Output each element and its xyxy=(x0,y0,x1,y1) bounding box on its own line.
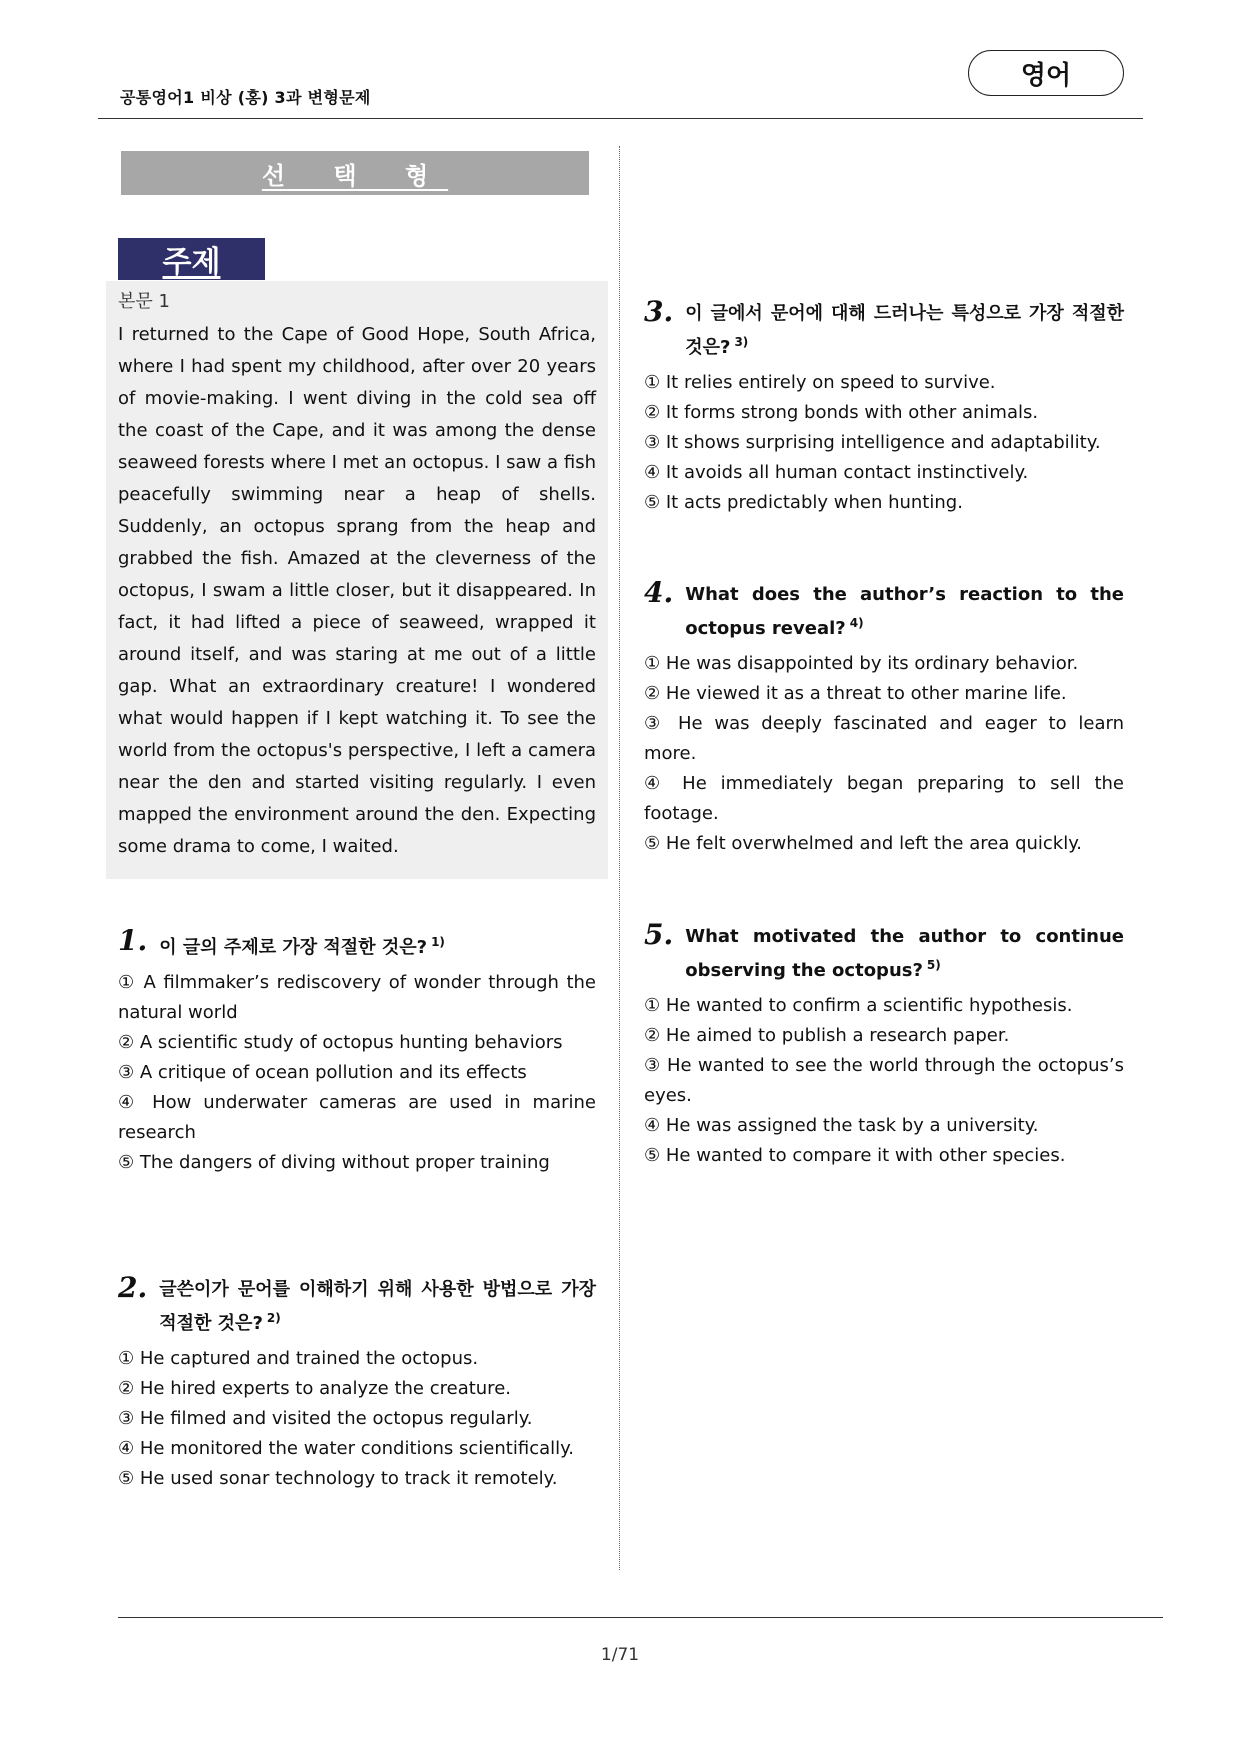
answer-option[interactable]: ① It relies entirely on speed to survive. xyxy=(644,372,996,393)
answer-option[interactable]: ② He aimed to publish a research paper. xyxy=(644,1025,1010,1046)
answer-option[interactable]: ① He was disappointed by its ordinary behavior. xyxy=(644,653,1079,674)
question-number: 5. xyxy=(644,918,674,951)
topic-tag xyxy=(118,238,265,280)
answer-option[interactable]: ① A filmmaker’s rediscovery of wonder through the natural world xyxy=(118,972,596,1023)
question-prompt: 이 글에서 문어에 대해 드러나는 특성으로 가장 적절한 것은? $^{3)}$ xyxy=(685,303,1124,358)
question-1 xyxy=(118,926,596,1178)
section-banner-label: 선 택 형 xyxy=(261,161,449,190)
question-number: 1. xyxy=(118,924,148,957)
question-4 xyxy=(644,578,1124,859)
column-divider xyxy=(619,146,620,1570)
question-3 xyxy=(644,297,1124,518)
answer-option[interactable]: ② He viewed it as a threat to other marine life. xyxy=(644,683,1067,704)
answer-option[interactable]: ⑤ The dangers of diving without proper training xyxy=(118,1152,550,1173)
page-number: 1/71 xyxy=(600,1645,640,1665)
footnote-marker: 3) xyxy=(734,335,749,349)
answer-option[interactable]: ④ He immediately began preparing to sell the footage. xyxy=(644,773,1124,824)
header-divider xyxy=(98,118,1143,119)
question-number: 2. xyxy=(118,1271,148,1304)
question-2 xyxy=(118,1273,596,1494)
answer-option[interactable]: ① He wanted to confirm a scientific hypothesis. xyxy=(644,995,1073,1016)
answer-option[interactable]: ③ He was deeply fascinated and eager to learn more. xyxy=(644,713,1124,764)
question-prompt: What does the author’s reaction to the octopus reveal? $^{4)}$ xyxy=(685,584,1124,639)
footnote-marker: 5) xyxy=(926,958,941,972)
answer-option[interactable]: ② It forms strong bonds with other animals. xyxy=(644,402,1039,423)
answer-option[interactable]: ③ A critique of ocean pollution and its effects xyxy=(118,1062,527,1083)
subject-badge: 영어 xyxy=(968,50,1124,96)
footnote-marker: 1) xyxy=(431,935,445,949)
footer-divider xyxy=(118,1617,1163,1618)
answer-option[interactable]: ③ He filmed and visited the octopus regularly. xyxy=(118,1408,533,1429)
answer-option[interactable]: ② A scientific study of octopus hunting behaviors xyxy=(118,1032,563,1053)
answer-option[interactable]: ③ He wanted to see the world through the octopus’s eyes. xyxy=(644,1055,1124,1106)
question-5 xyxy=(644,920,1124,1171)
section-banner xyxy=(121,151,589,195)
answer-option[interactable]: ⑤ He used sonar technology to track it remotely. xyxy=(118,1468,558,1489)
question-prompt: What motivated the author to continue observing the octopus? $^{5)}$ xyxy=(685,926,1124,981)
document-title: 공통영어1 비상 (홍) 3과 변형문제 xyxy=(120,88,371,107)
question-prompt: 이 글의 주제로 가장 적절한 것은? $^{1)}$ xyxy=(159,935,445,958)
answer-option[interactable]: ③ It shows surprising intelligence and adaptability. xyxy=(644,432,1101,453)
question-prompt: 글쓴이가 문어를 이해하기 위해 사용한 방법으로 가장 적절한 것은? $^{2)}$ xyxy=(159,1279,596,1334)
answer-option[interactable]: ④ He was assigned the task by a university. xyxy=(644,1115,1039,1136)
answer-option[interactable]: ⑤ He wanted to compare it with other species. xyxy=(644,1145,1066,1166)
answer-option[interactable]: ④ How underwater cameras are used in marine research xyxy=(118,1092,596,1143)
question-number: 4. xyxy=(644,576,674,609)
footnote-marker: 2) xyxy=(266,1311,281,1325)
passage-label: 본문 1 xyxy=(118,291,170,312)
answer-option[interactable]: ⑤ It acts predictably when hunting. xyxy=(644,492,963,513)
answer-option[interactable]: ④ It avoids all human contact instinctively. xyxy=(644,462,1029,483)
topic-tag-label: 주제 xyxy=(162,245,221,280)
answer-option[interactable]: ④ He monitored the water conditions scientifically. xyxy=(118,1438,574,1459)
footnote-marker: 4) xyxy=(849,616,864,630)
passage-text: I returned to the Cape of Good Hope, South Africa, where I had spent my childhood, after over 20 years of movie-making. I went diving in the cold sea off the coast of the Cape, and it was among the dense seaweed forests where I met an octopus. I saw a fish peacefully swimming near a heap of shells. Suddenly, an octopus sprang from the heap and grabbed the fish. Amazed at the cleverness of the octopus, I swam a little closer, but it disappeared. In fact, it had lifted a piece of seaweed, wrapped it around itself, and was staring at me out of a little gap. What an extraordinary creature! I wondered what would happen if I kept watching it. To see the world from the octopus's perspective, I left a camera near the den and started visiting regularly. I even mapped the environment around the den. Expecting some drama to come, I waited. xyxy=(118,324,596,857)
answer-option[interactable]: ② He hired experts to analyze the creature. xyxy=(118,1378,511,1399)
answer-option[interactable]: ⑤ He felt overwhelmed and left the area quickly. xyxy=(644,833,1083,854)
passage-box xyxy=(106,281,608,879)
answer-option[interactable]: ① He captured and trained the octopus. xyxy=(118,1348,479,1369)
question-number: 3. xyxy=(644,295,674,328)
